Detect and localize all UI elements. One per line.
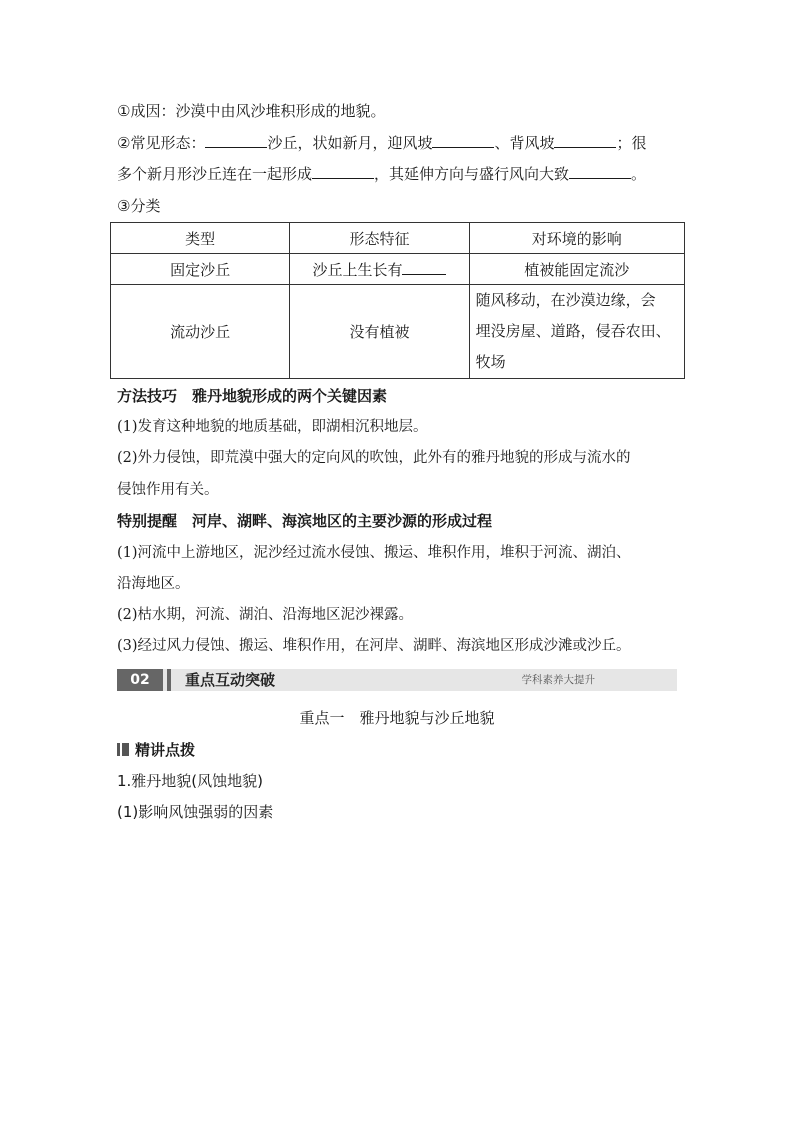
table-cell-impact (469, 285, 684, 379)
impact-line: 埋没房屋、道路，侵吞农田、 (475, 322, 671, 340)
table-cell-type: 固定沙丘 (111, 254, 290, 285)
method-item-2b: 侵蚀作用有关。 (117, 482, 219, 498)
method-item-2a: (2)外力侵蚀，即荒漠中强大的定向风的吹蚀，此外有的雅丹地貌的形成与流水的 (117, 450, 631, 466)
table-cell-impact: 植被能固定流沙 (469, 254, 684, 285)
sub-heading (117, 740, 195, 760)
section-banner (117, 669, 677, 691)
cause-label: ①成因： (117, 102, 176, 120)
table-cell-feature (290, 254, 469, 285)
table-row (111, 254, 685, 285)
method-item-1: (1)发育这种地貌的地质基础，即湖相沉积地层。 (117, 419, 428, 435)
blank-2 (432, 133, 494, 148)
blank-3 (554, 133, 616, 148)
shape-label: ②常见形态： (117, 134, 206, 152)
key-item-1: 1.雅丹地貌(风蚀地貌) (117, 772, 264, 790)
table-header-cell: 形态特征 (290, 223, 469, 254)
shape-text-3: ；很 (616, 134, 647, 152)
reminder-item-1b: 沿海地区。 (117, 576, 190, 592)
shape-text-2: 、背风坡 (494, 134, 555, 152)
reminder-item-3: (3)经过风力侵蚀、搬运、堆积作用，在河岸、湖畔、海滨地区形成沙滩或沙丘。 (117, 638, 631, 654)
feature-blank (402, 260, 446, 275)
impact-line: 牧场 (475, 353, 506, 371)
table-cell-type: 流动沙丘 (111, 285, 290, 379)
sub-heading-text: 精讲点拨 (135, 741, 196, 759)
section-divider (167, 669, 171, 691)
cause-line (117, 101, 385, 121)
key-item-1-sub: (1)影响风蚀强弱的因素 (117, 803, 274, 821)
shape-line-2 (117, 164, 646, 184)
section-tag: 学科素养大提升 (521, 674, 595, 686)
table-header-cell: 对环境的影响 (469, 223, 684, 254)
class-label: ③分类 (117, 197, 161, 215)
table-row (111, 285, 685, 379)
reminder-title: 特别提醒 河岸、湖畔、海滨地区的主要沙源的形成过程 (117, 512, 493, 530)
method-title: 方法技巧 雅丹地貌形成的两个关键因素 (117, 387, 388, 405)
cause-text: 沙漠中由风沙堆积形成的地貌。 (175, 102, 386, 120)
table-header-row (111, 223, 685, 254)
table-cell-feature: 没有植被 (290, 285, 469, 379)
section-marker-icon (117, 743, 129, 756)
shape-text-1: 沙丘，状如新月，迎风坡 (267, 134, 433, 152)
shape-text-5: ，其延伸方向与盛行风向大致 (374, 165, 570, 183)
reminder-item-1a: (1)河流中上游地区，泥沙经过流水侵蚀、搬运、堆积作用，堆积于河流、湖泊、 (117, 545, 631, 561)
shape-line-1 (117, 133, 647, 153)
shape-text-6: 。 (631, 165, 647, 183)
dune-classification-table (110, 222, 685, 379)
blank-1 (205, 133, 267, 148)
blank-5 (569, 164, 631, 179)
reminder-item-2: (2)枯水期，河流、湖泊、沿海地区泥沙裸露。 (117, 607, 414, 623)
blank-4 (312, 164, 374, 179)
shape-text-4: 多个新月形沙丘连在一起形成 (117, 165, 313, 183)
section-title: 重点互动突破 (185, 671, 276, 689)
key-point-heading: 重点一 雅丹地貌与沙丘地貌 (299, 709, 495, 727)
impact-line: 随风移动，在沙漠边缘，会 (475, 291, 656, 309)
feature-text: 沙丘上生长有 (312, 260, 403, 279)
section-number: 02 (117, 669, 163, 691)
table-header-cell: 类型 (111, 223, 290, 254)
